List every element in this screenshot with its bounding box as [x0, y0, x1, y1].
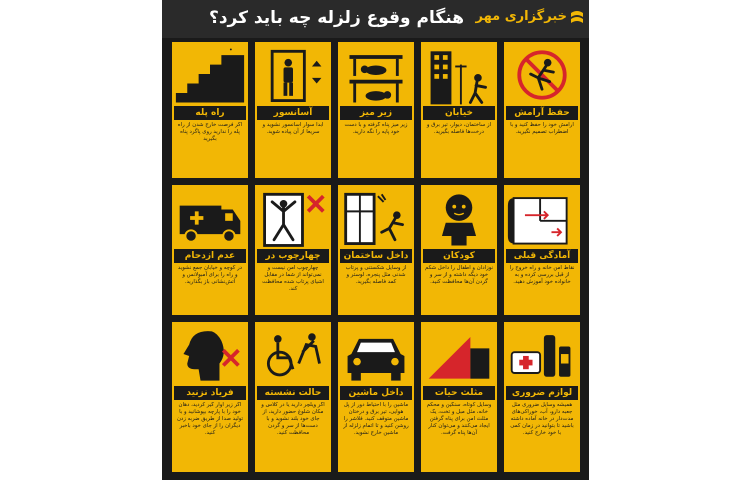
- tip-description: آرامش خود را حفظ کنید و با اضطراب تصمیم نگیرید.: [510, 122, 574, 135]
- tip-label: خیابان: [423, 106, 495, 120]
- page-title: هنگام وقوع زلزله چه باید کرد؟: [208, 8, 464, 28]
- tip-label: داخل ساختمان: [340, 249, 412, 263]
- tip-label: آسانسور: [257, 106, 329, 120]
- tip-description: نوزادان و اطفال را داخل شکم خود دیگه داشته و از سر و گردن آن‌ها محافظت کنید.: [425, 265, 493, 285]
- tip-card: [338, 322, 414, 472]
- street-building-icon: [423, 44, 495, 106]
- under-table-icon: [340, 44, 412, 106]
- tips-grid: [162, 42, 589, 480]
- tip-card: [338, 42, 414, 178]
- tip-card: [172, 322, 248, 472]
- tip-card: [338, 185, 414, 315]
- elevator-icon: [257, 44, 329, 106]
- wheelchair-icon: [257, 324, 329, 386]
- baby-icon: [423, 187, 495, 249]
- tip-label: حالت نشسته: [257, 386, 329, 400]
- tip-card: [421, 322, 497, 472]
- header-bar: [162, 0, 589, 38]
- no-shout-icon: [174, 324, 246, 386]
- tip-description: چهارچوب امن نیست و نمی‌تواند از شما در مقابل اشیای پرتاب شده محافظت کند.: [262, 265, 324, 292]
- infographic-poster: [162, 0, 589, 480]
- tip-description: از ساختمان، دیوار، تیر برق و درخت‌ها فاصله بگیرید.: [426, 122, 492, 135]
- tip-description: ماشین را با احتیاط دور از پل هوایی، تیر برق و درختان ماشین متوقف کنید. فلاشر را روشن کنید و تا اتمام زلزله از ماشین خارج نشوید.: [343, 402, 409, 436]
- tip-description: اگر فرصت خارج شدن از راه پله را ندارید روی پاگرد پناه بگیرید: [177, 122, 243, 142]
- door-frame-icon: [257, 187, 329, 249]
- tip-card: [255, 322, 331, 472]
- emergency-kit-icon: [506, 324, 578, 386]
- tip-card: [255, 42, 331, 178]
- tip-label: حفظ آرامش: [506, 106, 578, 120]
- tip-label: داخل ماشین: [340, 386, 412, 400]
- tip-card: [504, 322, 580, 472]
- tip-card: [504, 42, 580, 178]
- tip-description: اگر ویلچر دارید یا در کلاس و مکان شلوغ حضور دارید، از جای خود بلند نشوید و با دست‌ها از سر و گردن محافظت کنید.: [261, 402, 325, 436]
- tip-description: از وسایل شکستنی و پرتاب شدنی مثل پنجره، لوستر و کمد فاصله بگیرید.: [345, 265, 407, 285]
- tip-label: زیر میز: [340, 106, 412, 120]
- tip-description: وسایل کوتاه، سنگین و محکم خانه، مثل مبل و تخت، یک مثلث امن برای پناه گرفتن ایجاد می‌کنند و می‌توان کنار آن‌ها پناه گرفت.: [426, 402, 492, 436]
- brand-name: خبرگزاری مهر: [475, 9, 567, 24]
- mehr-logo-icon: [570, 10, 584, 26]
- tip-label: لوازم ضروری: [506, 386, 578, 400]
- tip-card: [172, 185, 248, 315]
- tip-label: عدم ازدحام: [174, 249, 246, 263]
- tip-label: آمادگی قبلی: [506, 249, 578, 263]
- car-icon: [340, 324, 412, 386]
- tip-description: همیشه وسایل ضروری مثل جعبه دارو، آب، خوراکی‌های مدت‌دار در خانه آماده داشته باشید تا بتوانید در زمان کمی با خود خارج کنید.: [510, 402, 574, 436]
- ambulance-icon: [174, 187, 246, 249]
- window-escape-icon: [340, 187, 412, 249]
- tip-card: [172, 42, 248, 178]
- triangle-of-life-icon: [423, 324, 495, 386]
- tip-card: [421, 185, 497, 315]
- tip-description: ابدا سوار آسانسور نشوید و سریعا از آن پیاده شوید.: [262, 122, 324, 135]
- tip-card: [504, 185, 580, 315]
- tip-label: مثلث حیات: [423, 386, 495, 400]
- tip-card: [421, 42, 497, 178]
- tip-description: نقاط امن خانه و راه خروج را از قبل بررسی کرده و به خانواده خود آموزش دهید.: [509, 265, 575, 285]
- tip-label: راه پله: [174, 106, 246, 120]
- tip-label: فریاد نزنید: [174, 386, 246, 400]
- tip-description: زیر میز پناه گرفته و با دست خود پایه را نگه دارید.: [344, 122, 408, 135]
- stairs-icon: [174, 44, 246, 106]
- tip-description: در کوچه و خیابان جمع نشوید و راه را برای آمبولانس و آتش‌نشانی باز بگذارید.: [177, 265, 243, 285]
- tip-label: چهارچوب در: [257, 249, 329, 263]
- no-panic-icon: [506, 44, 578, 106]
- tip-label: کودکان: [423, 249, 495, 263]
- tip-description: اگر زیر آوار گیر کردید، دهان خود را با پارچه بپوشانید و با تولید صدا از طریق ضربه زدن دیگران را از جای خود باخبر کنید.: [176, 402, 244, 436]
- tip-card: [255, 185, 331, 315]
- floor-plan-icon: [506, 187, 578, 249]
